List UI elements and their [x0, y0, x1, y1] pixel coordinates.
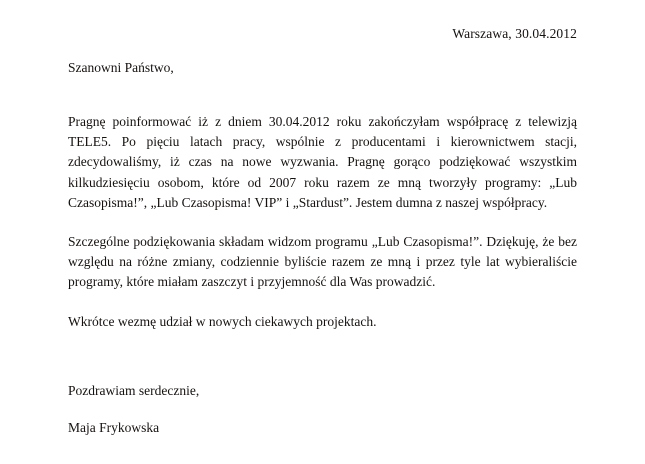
- dateline: Warszawa, 30.04.2012: [452, 26, 577, 41]
- paragraph-1: Pragnę poinformować iż z dniem 30.04.2012 roku zakończyłam współpracę z telewizją TELE5. Po pięciu latach pracy, wspólnie z producentami i kierownictwem stacji, zdecydowaliśmy, iż czas na nowe wyzwania. Pragnę gorąco podziękować wszystkim kilkudziesięciu osobom, które od 2007 roku razem ze mną tworzyły programy: „Lub Czasopisma!”, „Lub Czasopisma! VIP” i „Stardust”. Jestem dumna z naszej współpracy.: [68, 114, 577, 210]
- closing-line: Pozdrawiam serdecznie,: [68, 383, 200, 398]
- salutation: Szanowni Państwo,: [68, 60, 174, 75]
- letter-body: [68, 58, 577, 351]
- paragraph-2: Szczególne podziękowania składam widzom programu „Lub Czasopisma!”. Dziękuję, że bez względu na różne zmiany, codziennie byliście razem ze mną i przez tyle lat wybieraliście programy, które miałam zaszczyt i przyjemność dla Was prowadzić.: [68, 234, 577, 290]
- signature-name: Maja Frykowska: [68, 420, 160, 435]
- paragraph-3: Wkrótce wezmę udział w nowych ciekawych projektach.: [68, 313, 377, 329]
